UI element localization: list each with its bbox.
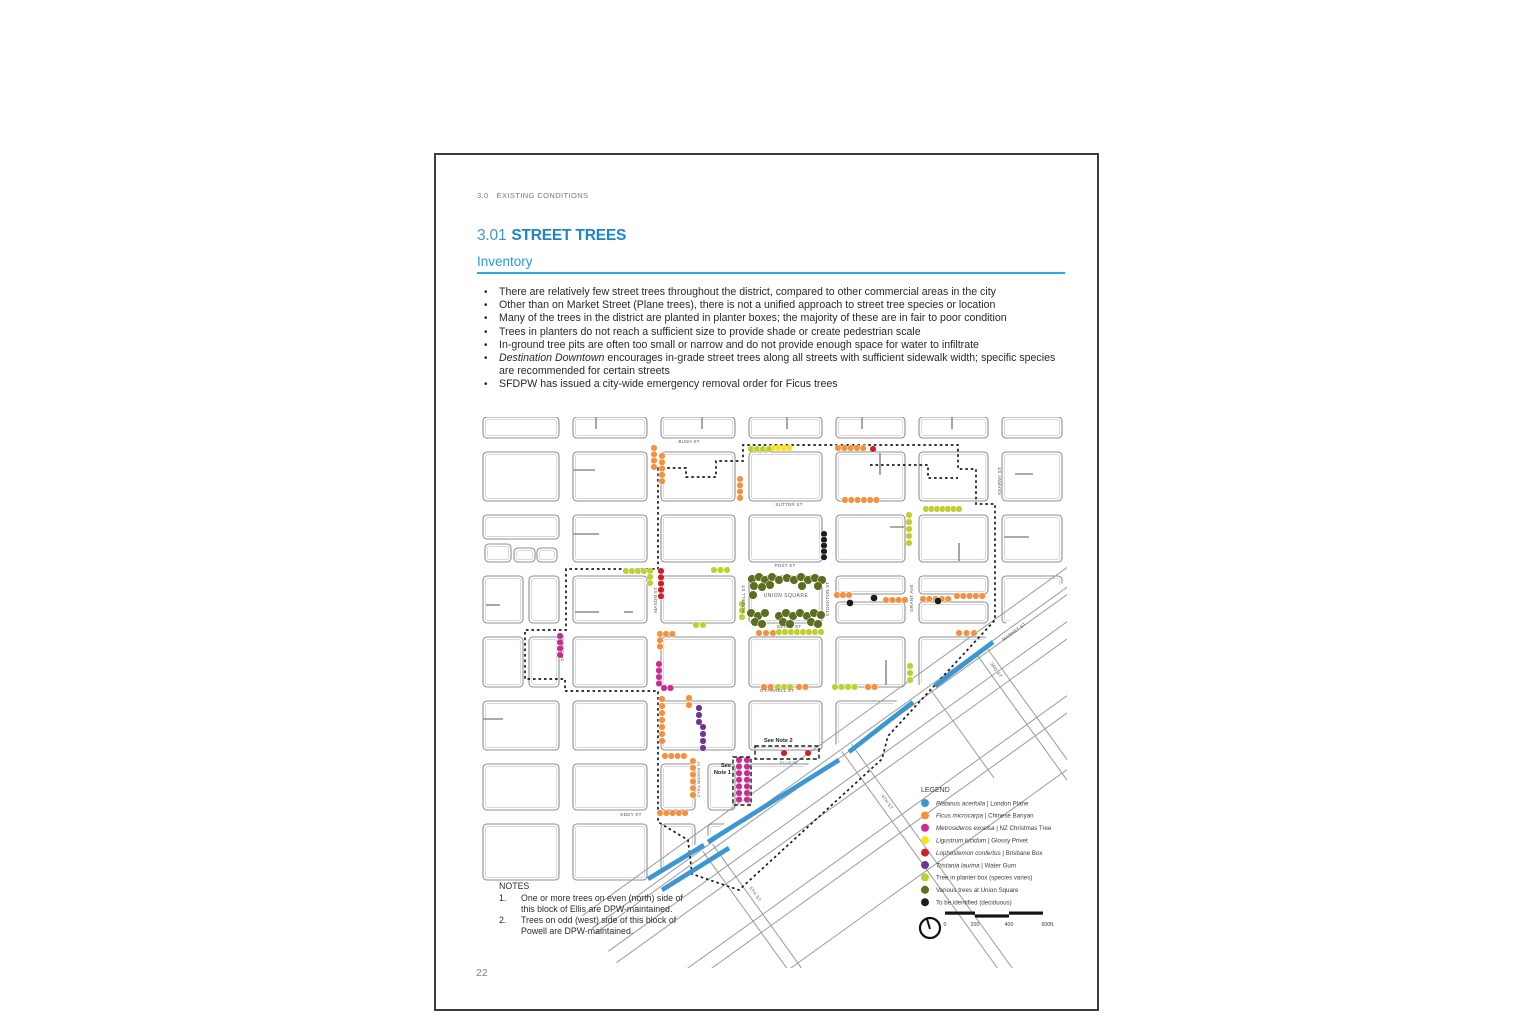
lophostemon-tree-dot	[870, 446, 877, 453]
metrosideros-tree-dot	[656, 661, 663, 668]
lophostemon-tree-dot	[658, 580, 665, 587]
street-label: BUSH ST	[678, 439, 700, 444]
planter-tree-dot	[635, 568, 642, 575]
city-block	[836, 637, 905, 687]
city-block	[483, 515, 559, 539]
ficus-tree-dot	[659, 710, 666, 717]
city-block	[919, 417, 988, 438]
ficus-tree-dot	[971, 630, 978, 637]
metrosideros-tree-dot	[736, 796, 743, 803]
ficus-tree-dot	[848, 497, 855, 504]
ficus-tree-dot	[960, 593, 967, 600]
city-block	[749, 637, 822, 687]
street-label: MASON ST	[653, 587, 658, 613]
planter-tree-dot	[812, 629, 819, 636]
ficus-tree-dot	[895, 597, 902, 604]
ficus-tree-dot	[663, 810, 670, 817]
planter-tree-dot	[906, 533, 913, 540]
page-title-number: 3.01	[477, 227, 507, 244]
city-block	[573, 824, 647, 880]
ficus-tree-dot	[690, 785, 697, 792]
planter-tree-dot	[629, 568, 636, 575]
planter-tree-dot	[906, 540, 913, 547]
tristania-tree-dot	[696, 705, 703, 712]
note-item: 1. One or more trees on even (north) side of this block of Ellis are DPW-maintained.	[499, 893, 683, 914]
city-block	[919, 637, 988, 687]
legend-item-platanus: Platanus acerfolia | London Plane	[936, 800, 1029, 808]
lophostemon-tree-dot	[658, 587, 665, 594]
lophostemon-tree-dot	[781, 750, 788, 757]
ficus-tree-dot	[847, 445, 854, 452]
city-block	[749, 417, 822, 438]
bullet-list	[484, 286, 1066, 392]
ficus-tree-dot	[668, 753, 675, 760]
notes-block	[499, 881, 685, 937]
city-block	[483, 417, 559, 438]
city-block	[573, 515, 647, 562]
ficus-tree-dot	[840, 592, 847, 599]
tbd-tree-dot	[870, 594, 877, 601]
union_square-tree-dot	[750, 582, 759, 591]
ficus-tree-dot	[945, 596, 952, 603]
metrosideros-tree-dot	[736, 763, 743, 770]
planter-tree-dot	[845, 684, 852, 691]
planter-tree-dot	[782, 629, 789, 636]
metrosideros-tree-dot	[656, 667, 663, 674]
metrosideros-tree-dot	[744, 790, 751, 797]
list-item: • Other than on Market Street (Plane trees), there is not a unified approach to street tree species or location	[484, 299, 996, 312]
city-block	[483, 637, 523, 687]
ficus-tree-dot	[662, 753, 669, 760]
city-block	[1002, 417, 1062, 438]
ficus-tree-dot	[682, 810, 689, 817]
street-label: POST ST	[774, 563, 796, 568]
street-label: CYRIL MAGNIN ST	[697, 760, 701, 798]
ficus-tree-dot	[659, 465, 666, 472]
note-item: 2. Trees on odd (west) side of this block of Powell are DPW-maintained.	[499, 915, 677, 936]
planter-tree-dot	[832, 684, 839, 691]
scale-label: 600ft.	[1041, 922, 1055, 928]
page-title-label: STREET TREES	[511, 227, 627, 244]
ficus-tree-dot	[979, 593, 986, 600]
planter-tree-dot	[806, 629, 813, 636]
planter-tree-dot	[700, 622, 707, 629]
ficus-tree-dot	[846, 592, 853, 599]
list-item: • In-ground tree pits are often too small or narrow and do not provide enough space for water to infiltrate	[484, 338, 979, 351]
metrosideros-tree-dot	[744, 777, 751, 784]
planter-tree-dot	[907, 663, 914, 670]
city-block	[661, 515, 735, 562]
planter-tree-dot	[711, 567, 718, 574]
planter-tree-dot	[739, 614, 746, 621]
section-number: 3.0	[477, 191, 489, 200]
planter-tree-dot	[724, 567, 731, 574]
ficus-tree-dot	[676, 810, 683, 817]
ficus-tree-dot	[834, 592, 841, 599]
tristania-tree-dot	[696, 712, 703, 719]
legend-item-lophostemon: Lophostemon confertus | Brisbane Box	[936, 849, 1043, 857]
section-eyebrow	[477, 191, 588, 200]
metrosideros-tree-dot	[736, 790, 743, 797]
ficus-tree-dot	[663, 631, 670, 638]
ficus-tree-dot	[651, 445, 658, 452]
street-label: GEARY ST	[776, 624, 802, 629]
legend-swatch-ligustrum	[921, 836, 929, 844]
document-page	[434, 153, 1099, 1011]
list-item: • Trees in planters do not reach a sufficient size to provide shade or create pedestrian scale	[484, 325, 921, 338]
ficus-tree-dot	[841, 445, 848, 452]
planter-tree-dot	[647, 574, 654, 581]
union_square-tree-dot	[761, 609, 770, 618]
tristania-tree-dot	[700, 738, 707, 745]
metrosideros-tree-dot	[667, 685, 674, 692]
legend-item-planter: Tree in planter box (species varies)	[936, 874, 1033, 882]
ficus-tree-dot	[737, 488, 744, 495]
ficus-tree-dot	[867, 497, 874, 504]
lophostemon-tree-dot	[658, 574, 665, 581]
list-item: • There are relatively few street trees throughout the district, compared to other commercial areas in the city	[484, 286, 996, 298]
planter-tree-dot	[907, 677, 914, 684]
ficus-tree-dot	[889, 597, 896, 604]
ficus-tree-dot	[956, 630, 963, 637]
ficus-tree-dot	[657, 631, 664, 638]
ficus-tree-dot	[690, 792, 697, 799]
ficus-tree-dot	[737, 495, 744, 502]
metrosideros-tree-dot	[736, 777, 743, 784]
street-label: POWELL ST	[741, 585, 746, 613]
ficus-tree-dot	[690, 758, 697, 765]
metrosideros-tree-dot	[744, 763, 751, 770]
planter-tree-dot	[754, 446, 761, 453]
street-label: UNION SQUARE	[763, 593, 809, 599]
planter-tree-dot	[956, 506, 963, 513]
planter-tree-dot	[693, 622, 700, 629]
metrosideros-tree-dot	[744, 770, 751, 777]
metrosideros-tree-dot	[736, 770, 743, 777]
ligustrum-tree-dot	[786, 445, 793, 452]
ficus-tree-dot	[854, 445, 861, 452]
planter-tree-dot	[641, 568, 648, 575]
planter-tree-dot	[647, 580, 654, 587]
ficus-tree-dot	[669, 631, 676, 638]
tristania-tree-dot	[700, 745, 707, 752]
scale-bar-segment	[1009, 912, 1043, 915]
union_square-tree-dot	[814, 620, 823, 629]
legend-item-metrosideros: Metrosideros excelsa | NZ Christmas Tree	[936, 825, 1052, 833]
ficus-tree-dot	[802, 684, 809, 691]
street-label: 5TH ST	[748, 885, 763, 903]
scale-label: 400	[1004, 922, 1014, 928]
ficus-tree-dot	[686, 702, 693, 709]
street-label: KEARNY ST	[997, 467, 1002, 495]
see-note2-label: See Note 2	[764, 738, 793, 744]
ficus-tree-dot	[651, 464, 658, 471]
city-block	[836, 602, 905, 623]
city-block	[919, 515, 988, 562]
city-block	[661, 417, 735, 438]
see-note1-label: See	[721, 763, 731, 769]
ficus-tree-dot	[883, 597, 890, 604]
ficus-tree-dot	[963, 630, 970, 637]
street-label: SUTTER ST	[775, 502, 803, 507]
legend-swatch-lophostemon	[921, 849, 929, 857]
planter-tree-dot	[766, 446, 773, 453]
city-block	[836, 515, 905, 562]
legend-swatch-tbd	[921, 898, 929, 906]
union_square-tree-dot	[775, 576, 784, 585]
ficus-tree-dot	[659, 696, 666, 703]
ficus-tree-dot	[902, 597, 909, 604]
north-arrow	[920, 918, 940, 939]
city-block	[573, 452, 647, 501]
union_square-tree-dot	[798, 582, 807, 591]
ficus-tree-dot	[860, 445, 867, 452]
scale-bar-segment	[945, 912, 975, 915]
legend-title: LEGEND	[921, 787, 950, 794]
city-block	[483, 824, 559, 880]
tristania-tree-dot	[700, 731, 707, 738]
ficus-tree-dot	[659, 717, 666, 724]
page-subtitle: Inventory	[477, 254, 533, 269]
ficus-tree-dot	[835, 445, 842, 452]
planter-tree-dot	[906, 526, 913, 533]
city-block	[1002, 515, 1062, 562]
ficus-tree-dot	[659, 453, 666, 460]
legend-swatch-metrosideros	[921, 824, 929, 832]
page-title	[477, 227, 626, 245]
legend-item-ficus: Ficus microcarpa | Chinese Banyan	[936, 812, 1034, 820]
street-label: O'FARRELL ST	[759, 688, 795, 693]
lophostemon-tree-dot	[658, 568, 665, 575]
ficus-tree-dot	[763, 630, 770, 637]
ficus-tree-dot	[674, 753, 681, 760]
street-label: TAYLOR ST	[560, 634, 565, 662]
city-block	[483, 576, 523, 623]
ficus-tree-dot	[756, 630, 763, 637]
ficus-tree-dot	[873, 497, 880, 504]
city-block	[483, 452, 559, 501]
city-block	[661, 576, 735, 623]
ficus-tree-dot	[737, 476, 744, 483]
street-label: ELLIS ST	[780, 761, 798, 765]
legend-item-ligustrum: Ligustrum lucidum | Glossy Privet	[936, 837, 1028, 845]
list-item: • Destination Downtown encourages in-grade street trees along all streets with sufficient sidewalk width; specific species are recommended for certain streets	[484, 352, 1056, 378]
union_square-tree-dot	[814, 582, 823, 591]
metrosideros-tree-dot	[736, 783, 743, 790]
map-legend	[921, 787, 1052, 907]
city-block	[573, 417, 647, 438]
ficus-tree-dot	[920, 596, 927, 603]
planter-tree-dot	[851, 684, 858, 691]
planter-tree-dot	[748, 446, 755, 453]
page-number: 22	[476, 967, 488, 979]
street-label: MARKET ST	[1001, 621, 1027, 643]
planter-tree-dot	[760, 446, 767, 453]
lophostemon-tree-dot	[805, 750, 812, 757]
city-block	[749, 515, 822, 562]
city-block	[661, 637, 735, 687]
ficus-tree-dot	[770, 630, 777, 637]
city-block	[483, 701, 559, 750]
legend-item-tbd: To be identified (deciduous)	[936, 899, 1012, 907]
ficus-tree-dot	[973, 593, 980, 600]
ficus-tree-dot	[842, 497, 849, 504]
soma-cross-street	[703, 851, 907, 968]
street-label: 4TH ST	[880, 793, 895, 811]
union_square-tree-dot	[817, 611, 826, 620]
ficus-tree-dot	[966, 593, 973, 600]
ficus-tree-dot	[796, 684, 803, 691]
ficus-tree-dot	[690, 778, 697, 785]
city-block	[1002, 452, 1062, 501]
ficus-tree-dot	[659, 472, 666, 479]
city-block	[919, 452, 988, 501]
street-label: EDDY ST	[620, 812, 642, 817]
soma-cross-street	[930, 688, 994, 777]
legend-swatch-union_square	[921, 886, 929, 894]
notes-title: NOTES	[499, 881, 530, 891]
section-label: EXISTING CONDITIONS	[496, 191, 589, 200]
tbd-tree-dot	[821, 554, 828, 561]
ficus-tree-dot	[865, 684, 872, 691]
planter-tree-dot	[776, 629, 783, 636]
ficus-tree-dot	[690, 771, 697, 778]
city-block	[573, 637, 647, 687]
scale-label: 200	[970, 922, 980, 928]
tristania-tree-dot	[700, 724, 707, 731]
planter-tree-dot	[800, 629, 807, 636]
city-block	[483, 764, 559, 810]
metrosideros-tree-dot	[661, 685, 668, 692]
planter-tree-dot	[788, 629, 795, 636]
city-block	[573, 576, 647, 623]
ficus-tree-dot	[659, 703, 666, 710]
tbd-tree-dot	[934, 597, 941, 604]
city-block	[529, 576, 559, 623]
ficus-tree-dot	[861, 497, 868, 504]
planter-tree-dot	[623, 568, 630, 575]
metrosideros-tree-dot	[744, 796, 751, 803]
ficus-tree-dot	[690, 765, 697, 772]
planter-tree-dot	[818, 629, 825, 636]
planter-tree-dot	[647, 568, 654, 575]
planter-tree-dot	[838, 684, 845, 691]
planter-tree-dot	[717, 567, 724, 574]
ficus-tree-dot	[669, 810, 676, 817]
ficus-tree-dot	[686, 695, 693, 702]
legend-swatch-tristania	[921, 861, 929, 869]
union_square-tree-dot	[758, 583, 767, 592]
ficus-tree-dot	[659, 724, 666, 731]
ficus-tree-dot	[651, 457, 658, 464]
ficus-tree-dot	[871, 684, 878, 691]
ficus-tree-dot	[926, 596, 933, 603]
legend-swatch-ficus	[921, 811, 929, 819]
legend-swatch-platanus	[921, 799, 929, 807]
city-block	[573, 701, 647, 750]
ficus-tree-dot	[659, 459, 666, 466]
city-block	[1002, 576, 1062, 623]
ficus-tree-dot	[659, 478, 666, 485]
ficus-tree-dot	[659, 731, 666, 738]
union_square-tree-dot	[749, 591, 758, 600]
street-label: STOCKTON ST	[825, 581, 830, 617]
see-note1-label2: Note 1	[713, 770, 731, 776]
union_square-tree-dot	[766, 581, 775, 590]
list-item: • SFDPW has issued a city-wide emergency removal order for Ficus trees	[484, 378, 838, 391]
legend-item-tristania: Tristania laurina | Water Gum	[936, 862, 1017, 870]
tbd-tree-dot	[846, 599, 853, 606]
city-block	[749, 452, 822, 501]
planter-tree-dot	[907, 670, 914, 677]
ficus-tree-dot	[657, 643, 664, 650]
soma-cross-street	[713, 844, 917, 968]
scale-bar-segment	[975, 914, 1009, 917]
street-label: 3RD ST	[989, 661, 1004, 679]
planter-tree-dot	[906, 512, 913, 519]
planter-tree-dot	[794, 629, 801, 636]
list-item: • Many of the trees in the district are planted in planter boxes; the majority of these are in fair to poor condition	[484, 312, 1007, 325]
planter-tree-dot	[906, 519, 913, 526]
legend-item-union_square: Various trees at Union Square	[936, 887, 1019, 895]
ficus-tree-dot	[657, 810, 664, 817]
city-block	[573, 764, 647, 810]
ficus-tree-dot	[657, 637, 664, 644]
lophostemon-tree-dot	[658, 593, 665, 600]
union_square-tree-dot	[758, 620, 767, 629]
subtitle-rule	[477, 272, 1065, 274]
city-block	[836, 452, 905, 501]
scale-label: 0	[943, 922, 947, 928]
ficus-tree-dot	[659, 738, 666, 745]
ficus-tree-dot	[954, 593, 961, 600]
street-label: GRANT AVE	[909, 584, 914, 612]
ficus-tree-dot	[651, 451, 658, 458]
ficus-tree-dot	[854, 497, 861, 504]
scale-bar	[944, 912, 1055, 929]
ficus-tree-dot	[681, 753, 688, 760]
legend-swatch-planter	[921, 873, 929, 881]
city-block	[836, 417, 905, 438]
metrosideros-tree-dot	[656, 674, 663, 681]
ficus-tree-dot	[737, 482, 744, 489]
city-block	[919, 602, 988, 623]
metrosideros-tree-dot	[744, 783, 751, 790]
